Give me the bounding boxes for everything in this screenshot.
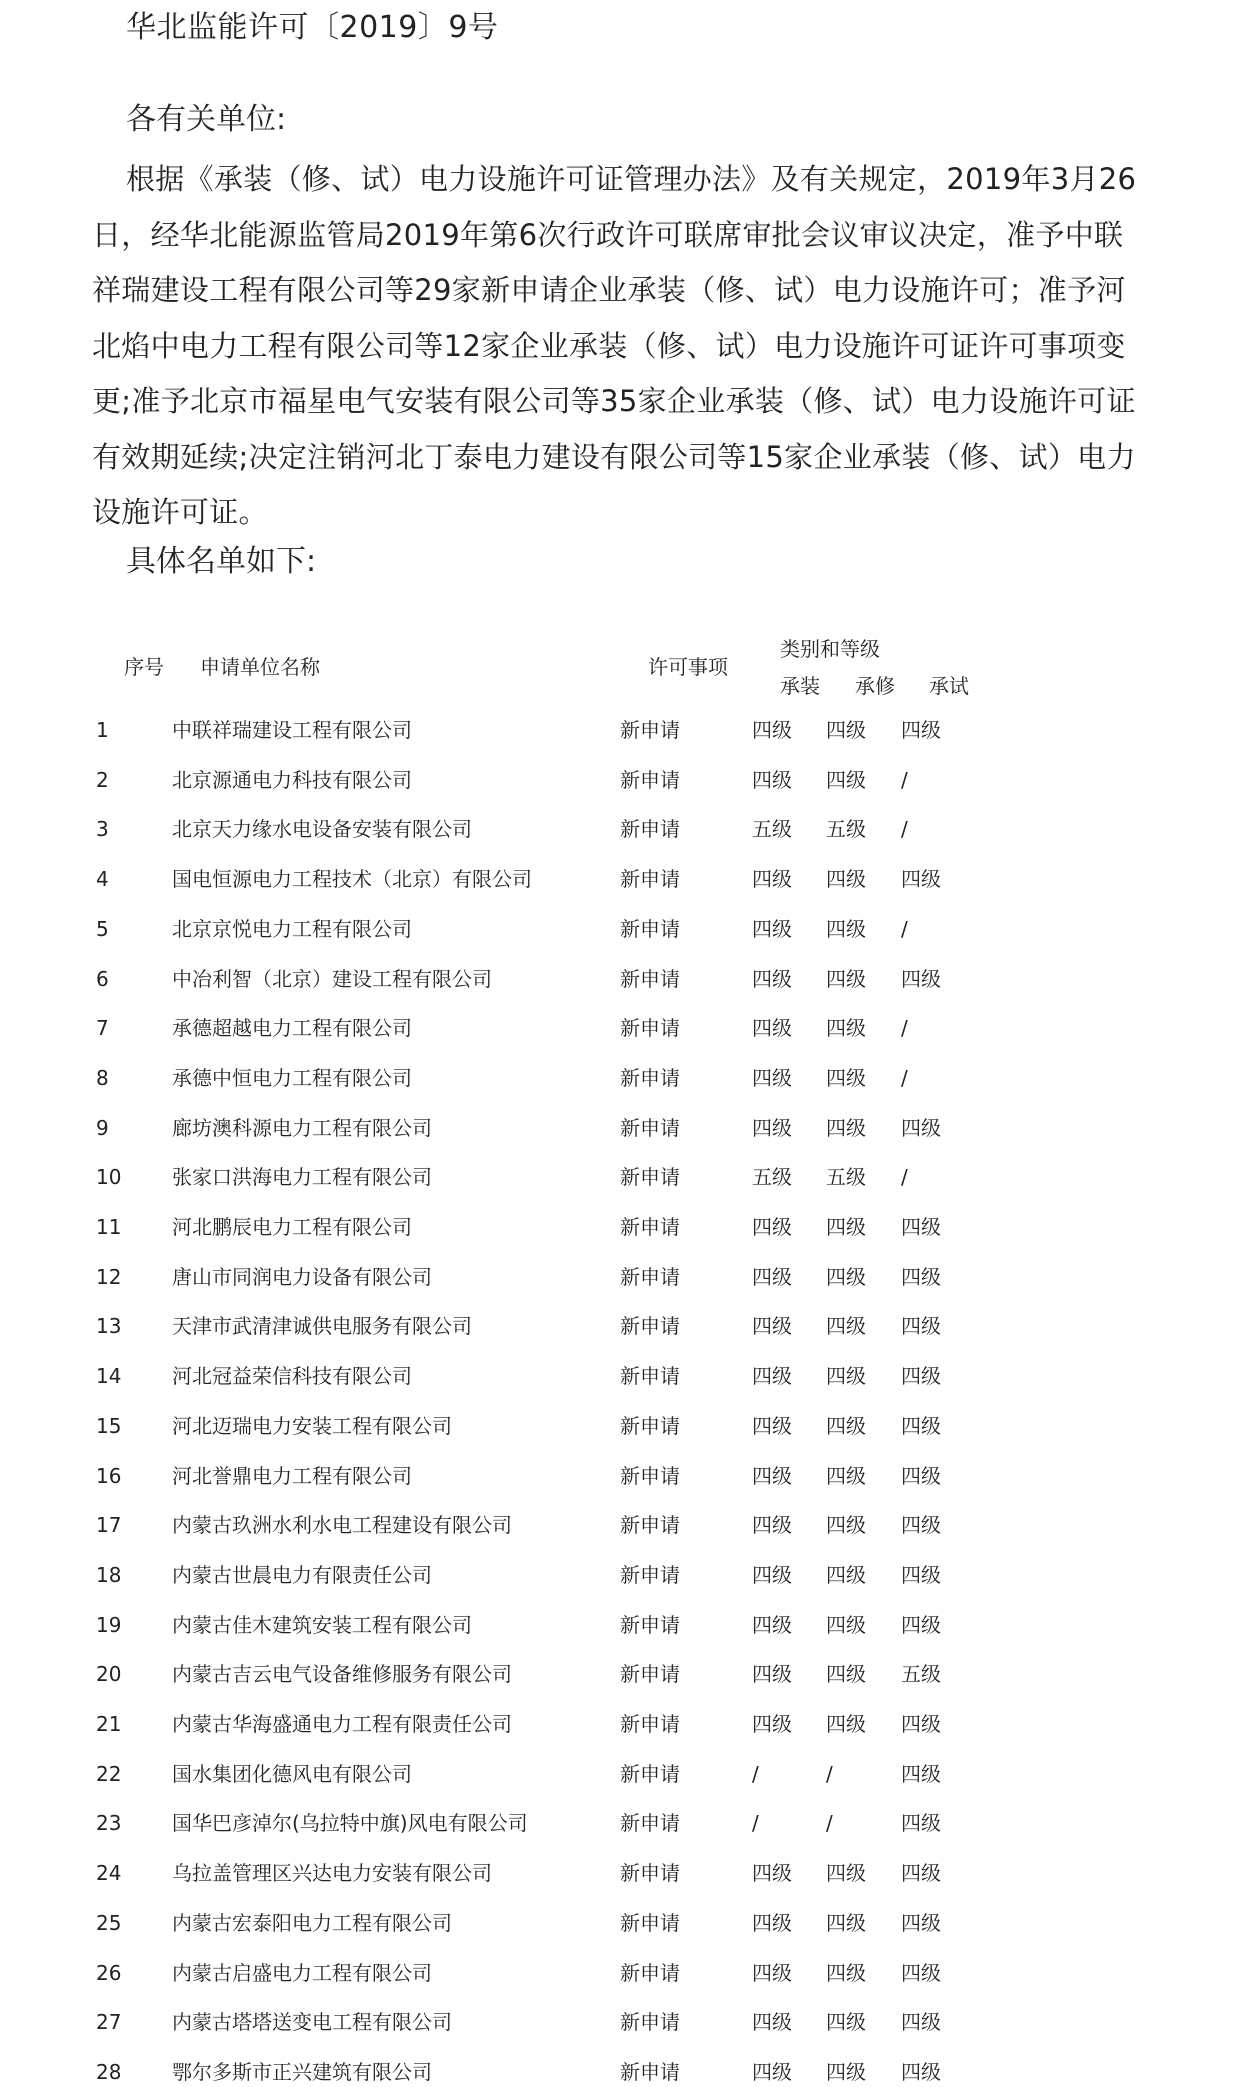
row-company-name: 承德中恒电力工程有限公司 <box>172 1065 412 1090</box>
row-permit-item: 新申请 <box>620 767 680 792</box>
row-index: 2 <box>96 767 109 792</box>
row-install-level: 四级 <box>752 1712 792 1736</box>
document-number: 华北监能许可〔2019〕9号 <box>126 10 499 45</box>
row-index: 20 <box>96 1662 122 1687</box>
row-company-name: 北京天力缘水电设备安装有限公司 <box>172 817 472 842</box>
table-row <box>0 1659 1237 1689</box>
row-index: 24 <box>96 1861 122 1886</box>
row-permit-item: 新申请 <box>620 1662 680 1687</box>
row-company-name: 北京源通电力科技有限公司 <box>172 767 412 792</box>
row-company-name: 内蒙古世晨电力有限责任公司 <box>172 1562 432 1587</box>
row-index: 28 <box>96 2059 122 2084</box>
row-repair-level: 四级 <box>826 1016 866 1041</box>
row-company-name: 河北迈瑞电力安装工程有限公司 <box>172 1413 452 1438</box>
row-index: 26 <box>96 1960 122 1985</box>
row-index: 13 <box>96 1314 122 1339</box>
row-install-level: 四级 <box>752 1861 792 1886</box>
row-test-level: 四级 <box>901 1215 941 1239</box>
row-index: 1 <box>96 718 109 742</box>
row-repair-level: 五级 <box>826 817 866 842</box>
row-test-level: 四级 <box>901 1861 941 1886</box>
row-company-name: 鄂尔多斯市正兴建筑有限公司 <box>172 2059 432 2084</box>
row-permit-item: 新申请 <box>620 1910 680 1935</box>
row-test-level: 四级 <box>901 966 941 991</box>
row-install-level: 四级 <box>752 718 792 742</box>
row-test-level: 四级 <box>901 1910 941 1935</box>
table-row <box>0 1262 1237 1292</box>
row-company-name: 国电恒源电力工程技术（北京）有限公司 <box>172 867 532 892</box>
row-index: 6 <box>96 966 109 991</box>
row-test-level: 四级 <box>901 1463 941 1488</box>
row-install-level: 四级 <box>752 1562 792 1587</box>
row-company-name: 国水集团化德风电有限公司 <box>172 1761 412 1786</box>
row-permit-item: 新申请 <box>620 1463 680 1488</box>
row-install-level: 四级 <box>752 1662 792 1687</box>
row-install-level: 四级 <box>752 1016 792 1041</box>
table-row <box>0 1958 1237 1988</box>
row-company-name: 河北誉鼎电力工程有限公司 <box>172 1463 412 1488</box>
table-row <box>0 1013 1237 1043</box>
row-index: 15 <box>96 1413 122 1438</box>
row-repair-level: 四级 <box>826 1314 866 1339</box>
table-row <box>0 1162 1237 1192</box>
table-row <box>0 1510 1237 1540</box>
list-intro: 具体名单如下: <box>126 544 317 579</box>
row-repair-level: 四级 <box>826 916 866 941</box>
row-repair-level: 四级 <box>826 767 866 792</box>
row-company-name: 河北冠益荣信科技有限公司 <box>172 1364 412 1389</box>
table-row <box>0 1063 1237 1093</box>
row-repair-level: 四级 <box>826 1960 866 1985</box>
table-row <box>0 1808 1237 1838</box>
table-row <box>0 715 1237 745</box>
row-index: 27 <box>96 2010 122 2035</box>
row-test-level: / <box>901 1065 908 1090</box>
table-row <box>0 2007 1237 2037</box>
row-test-level: 四级 <box>901 1712 941 1736</box>
table-row <box>0 1311 1237 1341</box>
row-permit-item: 新申请 <box>620 1264 680 1289</box>
row-company-name: 廊坊澳科源电力工程有限公司 <box>172 1115 432 1140</box>
row-install-level: / <box>752 1811 759 1836</box>
row-company-name: 内蒙古玖洲水利水电工程建设有限公司 <box>172 1513 512 1538</box>
row-repair-level: 四级 <box>826 1264 866 1289</box>
row-test-level: 四级 <box>901 1513 941 1538</box>
row-repair-level: 四级 <box>826 1861 866 1886</box>
row-index: 11 <box>96 1215 122 1239</box>
table-row <box>0 765 1237 795</box>
row-permit-item: 新申请 <box>620 1712 680 1736</box>
row-repair-level: 四级 <box>826 1463 866 1488</box>
row-repair-level: 四级 <box>826 2059 866 2084</box>
row-test-level: 四级 <box>901 2059 941 2084</box>
row-install-level: 五级 <box>752 817 792 842</box>
row-install-level: 四级 <box>752 1065 792 1090</box>
row-test-level: 四级 <box>901 1115 941 1140</box>
row-company-name: 内蒙古塔塔送变电工程有限公司 <box>172 2010 452 2035</box>
body-paragraph: 根据《承装（修、试）电力设施许可证管理办法》及有关规定，2019年3月26日，经华北能源监管局2019年第6次行政许可联席审批会议审议决定，准予中联祥瑞建设工程有限公司等29家新申请企业承装（修、试）电力设施许可；准予河北焰中电力工程有限公司等12家企业承装（修、试）电力设施许可证许可事项变更;准予北京市福星电气安装有限公司等35家企业承装（修、试）电力设施许可证有效期延续;决定注销河北丁泰电力建设有限公司等15家企业承装（修、试）电力设施许可证。 <box>92 162 1137 529</box>
row-test-level: 四级 <box>901 1960 941 1985</box>
row-index: 10 <box>96 1165 122 1190</box>
row-permit-item: 新申请 <box>620 1065 680 1090</box>
row-test-level: 四级 <box>901 1364 941 1389</box>
row-install-level: 四级 <box>752 867 792 892</box>
row-index: 16 <box>96 1463 122 1488</box>
row-repair-level: 四级 <box>826 1215 866 1239</box>
table-header-name: 申请单位名称 <box>200 655 320 679</box>
row-permit-item: 新申请 <box>620 1811 680 1836</box>
row-test-level: 四级 <box>901 1811 941 1836</box>
row-install-level: 四级 <box>752 1612 792 1637</box>
row-install-level: 四级 <box>752 1413 792 1438</box>
row-index: 5 <box>96 916 109 941</box>
table-row <box>0 1212 1237 1242</box>
row-permit-item: 新申请 <box>620 2010 680 2035</box>
row-index: 8 <box>96 1065 109 1090</box>
row-repair-level: / <box>826 1811 833 1836</box>
row-company-name: 张家口洪海电力工程有限公司 <box>172 1165 432 1190</box>
row-permit-item: 新申请 <box>620 718 680 742</box>
row-install-level: / <box>752 1761 759 1786</box>
row-test-level: / <box>901 1016 908 1041</box>
row-index: 21 <box>96 1712 122 1736</box>
table-header-repair: 承修 <box>855 674 895 698</box>
row-repair-level: 四级 <box>826 2010 866 2035</box>
table-row <box>0 914 1237 944</box>
row-test-level: 四级 <box>901 1264 941 1289</box>
table-header-index: 序号 <box>124 655 164 679</box>
row-index: 18 <box>96 1562 122 1587</box>
row-install-level: 五级 <box>752 1165 792 1190</box>
row-index: 19 <box>96 1612 122 1637</box>
row-permit-item: 新申请 <box>620 1115 680 1140</box>
table-row <box>0 1759 1237 1789</box>
row-test-level: / <box>901 767 908 792</box>
row-company-name: 中冶利智（北京）建设工程有限公司 <box>172 966 492 991</box>
row-permit-item: 新申请 <box>620 1314 680 1339</box>
row-company-name: 中联祥瑞建设工程有限公司 <box>172 718 412 742</box>
row-permit-item: 新申请 <box>620 1861 680 1886</box>
row-permit-item: 新申请 <box>620 1016 680 1041</box>
row-test-level: / <box>901 817 908 842</box>
row-repair-level: 四级 <box>826 1910 866 1935</box>
row-install-level: 四级 <box>752 1314 792 1339</box>
row-permit-item: 新申请 <box>620 1761 680 1786</box>
table-header-test: 承试 <box>929 674 969 698</box>
row-index: 25 <box>96 1910 122 1935</box>
row-permit-item: 新申请 <box>620 1612 680 1637</box>
row-install-level: 四级 <box>752 1910 792 1935</box>
row-permit-item: 新申请 <box>620 1364 680 1389</box>
table-row <box>0 1461 1237 1491</box>
salutation: 各有关单位: <box>126 102 287 137</box>
table-header-install: 承装 <box>780 674 820 698</box>
row-permit-item: 新申请 <box>620 1165 680 1190</box>
row-company-name: 天津市武清津诚供电服务有限公司 <box>172 1314 472 1339</box>
row-test-level: 五级 <box>901 1662 941 1687</box>
row-company-name: 河北鹏辰电力工程有限公司 <box>172 1215 412 1239</box>
row-install-level: 四级 <box>752 2010 792 2035</box>
row-index: 9 <box>96 1115 109 1140</box>
row-company-name: 乌拉盖管理区兴达电力安装有限公司 <box>172 1861 492 1886</box>
row-test-level: 四级 <box>901 1761 941 1786</box>
row-permit-item: 新申请 <box>620 916 680 941</box>
row-install-level: 四级 <box>752 916 792 941</box>
row-test-level: / <box>901 916 908 941</box>
row-repair-level: 四级 <box>826 1115 866 1140</box>
row-test-level: 四级 <box>901 1413 941 1438</box>
table-row <box>0 1560 1237 1590</box>
row-permit-item: 新申请 <box>620 1960 680 1985</box>
table-row <box>0 864 1237 894</box>
row-test-level: 四级 <box>901 1612 941 1637</box>
row-repair-level: 四级 <box>826 1364 866 1389</box>
table-row <box>0 1709 1237 1739</box>
row-repair-level: 四级 <box>826 1712 866 1736</box>
row-index: 12 <box>96 1264 122 1289</box>
row-install-level: 四级 <box>752 1364 792 1389</box>
row-install-level: 四级 <box>752 1960 792 1985</box>
row-test-level: 四级 <box>901 718 941 742</box>
row-install-level: 四级 <box>752 1513 792 1538</box>
row-install-level: 四级 <box>752 2059 792 2084</box>
row-company-name: 北京京悦电力工程有限公司 <box>172 916 412 941</box>
table-row <box>0 1361 1237 1391</box>
table-header-item: 许可事项 <box>648 655 728 679</box>
row-permit-item: 新申请 <box>620 966 680 991</box>
row-company-name: 内蒙古启盛电力工程有限公司 <box>172 1960 432 1985</box>
table-row <box>0 1411 1237 1441</box>
row-company-name: 承德超越电力工程有限公司 <box>172 1016 412 1041</box>
row-index: 17 <box>96 1513 122 1538</box>
table-row <box>0 1610 1237 1640</box>
row-company-name: 国华巴彦淖尔(乌拉特中旗)风电有限公司 <box>172 1811 528 1836</box>
row-index: 7 <box>96 1016 109 1041</box>
row-repair-level: 四级 <box>826 1065 866 1090</box>
table-row <box>0 964 1237 994</box>
row-repair-level: 四级 <box>826 867 866 892</box>
row-repair-level: 四级 <box>826 1562 866 1587</box>
row-install-level: 四级 <box>752 1463 792 1488</box>
row-company-name: 唐山市同润电力设备有限公司 <box>172 1264 432 1289</box>
row-repair-level: 四级 <box>826 1413 866 1438</box>
row-permit-item: 新申请 <box>620 817 680 842</box>
row-company-name: 内蒙古华海盛通电力工程有限责任公司 <box>172 1712 512 1736</box>
row-install-level: 四级 <box>752 1215 792 1239</box>
row-install-level: 四级 <box>752 1264 792 1289</box>
row-install-level: 四级 <box>752 1115 792 1140</box>
row-company-name: 内蒙古吉云电气设备维修服务有限公司 <box>172 1662 512 1687</box>
row-company-name: 内蒙古佳木建筑安装工程有限公司 <box>172 1612 472 1637</box>
row-index: 22 <box>96 1761 122 1786</box>
row-index: 14 <box>96 1364 122 1389</box>
row-permit-item: 新申请 <box>620 1413 680 1438</box>
row-repair-level: 四级 <box>826 1612 866 1637</box>
row-repair-level: 五级 <box>826 1165 866 1190</box>
table-row <box>0 1113 1237 1143</box>
table-row <box>0 1908 1237 1938</box>
row-index: 23 <box>96 1811 122 1836</box>
row-permit-item: 新申请 <box>620 1215 680 1239</box>
row-repair-level: 四级 <box>826 1513 866 1538</box>
row-repair-level: 四级 <box>826 718 866 742</box>
row-index: 4 <box>96 867 109 892</box>
row-install-level: 四级 <box>752 966 792 991</box>
row-test-level: 四级 <box>901 2010 941 2035</box>
row-test-level: 四级 <box>901 1562 941 1587</box>
row-permit-item: 新申请 <box>620 2059 680 2084</box>
row-install-level: 四级 <box>752 767 792 792</box>
table-row <box>0 2057 1237 2087</box>
row-test-level: / <box>901 1165 908 1190</box>
row-test-level: 四级 <box>901 867 941 892</box>
row-permit-item: 新申请 <box>620 1562 680 1587</box>
table-row <box>0 1858 1237 1888</box>
row-permit-item: 新申请 <box>620 1513 680 1538</box>
table-header-category: 类别和等级 <box>780 637 880 661</box>
row-company-name: 内蒙古宏泰阳电力工程有限公司 <box>172 1910 452 1935</box>
table-row <box>0 814 1237 844</box>
row-test-level: 四级 <box>901 1314 941 1339</box>
row-index: 3 <box>96 817 109 842</box>
row-permit-item: 新申请 <box>620 867 680 892</box>
row-repair-level: 四级 <box>826 1662 866 1687</box>
row-repair-level: 四级 <box>826 966 866 991</box>
row-repair-level: / <box>826 1761 833 1786</box>
